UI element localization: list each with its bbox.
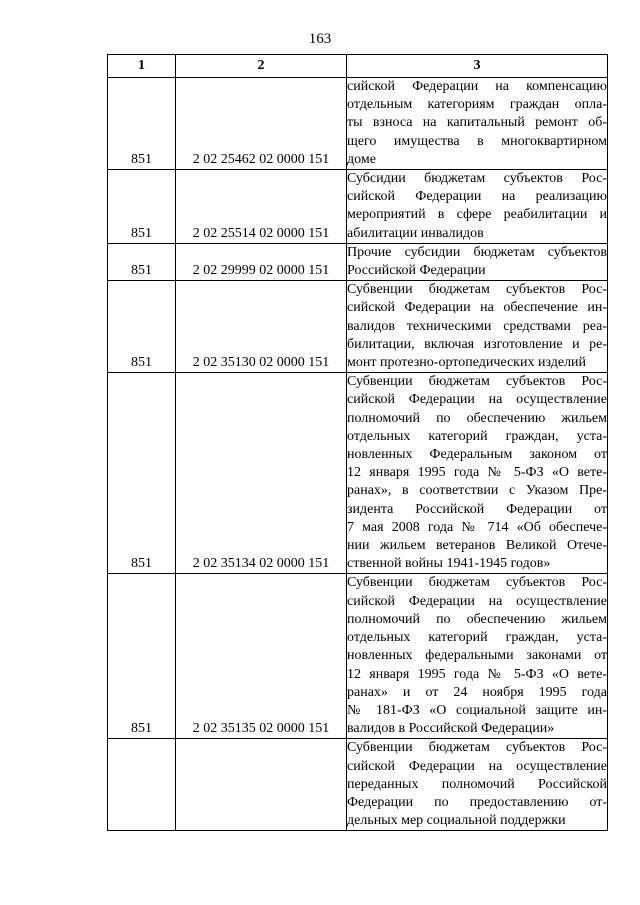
description-line: монт протезно-ортопедических изделий: [347, 355, 587, 371]
description-line: сийской Федерации на осуществление: [347, 392, 607, 408]
description-line: Субвенции бюджетам субъектов Рос-: [347, 282, 607, 298]
budget-code-table: [107, 54, 608, 831]
description-cell: [347, 574, 608, 739]
description-line: нии жильем ветеранов Великой Отече-: [347, 538, 607, 554]
description-line: ты взноса на капитальный ремонт об-: [347, 115, 607, 131]
description-line: переданных полномочий Российской: [347, 776, 607, 792]
description-line: зидента Российской Федерации от: [347, 501, 607, 517]
description-line: валидов в Российской Федерации»: [347, 721, 555, 737]
admin-code-cell: 851: [108, 78, 176, 170]
description-line: ранах», в соответствии с Указом Пре-: [347, 483, 607, 499]
table-row: [108, 243, 608, 280]
description-line: Субсидии бюджетам субъектов Рос-: [347, 171, 607, 187]
description-line: сийской Федерации на компенсацию: [347, 79, 607, 94]
description-line: новленных федеральными законами от: [347, 648, 607, 664]
description-cell: [347, 78, 608, 170]
description-line: Субвенции бюджетам субъектов Рос-: [347, 374, 607, 390]
table-row: [108, 739, 608, 831]
description-line: доме: [347, 151, 376, 167]
header-col-1: 1: [108, 55, 176, 78]
description-cell: [347, 243, 608, 280]
description-cell: [347, 373, 608, 574]
description-line: № 181-ФЗ «О социальной защите ин-: [347, 702, 607, 718]
description-line: абилитации инвалидов: [347, 225, 484, 241]
description-line: 12 января 1995 года № 5-ФЗ «О вете-: [347, 465, 607, 481]
admin-code-cell: 851: [108, 281, 176, 373]
description-line: сийской Федерации на обеспечение ин-: [347, 300, 607, 316]
description-line: полномочий по обеспечению жильем: [347, 410, 607, 426]
admin-code-cell: [108, 739, 176, 831]
description-line: дельных мер социальной поддержки: [347, 813, 566, 829]
table-row: [108, 170, 608, 244]
admin-code-cell: 851: [108, 243, 176, 280]
revenue-code-cell: 2 02 29999 02 0000 151: [176, 243, 347, 280]
description-line: сийской Федерации на осуществление: [347, 758, 607, 774]
description-line: сийской Федерации на осуществление: [347, 593, 607, 609]
description-line: новленных Федеральным законом от: [347, 447, 607, 463]
description-cell: [347, 739, 608, 831]
admin-code-cell: 851: [108, 170, 176, 244]
description-line: валидов техническими средствами реа-: [347, 318, 607, 334]
table-row: [108, 78, 608, 170]
description-line: полномочий по обеспечению жильем: [347, 611, 607, 627]
description-line: отдельным категориям граждан опла-: [347, 97, 607, 113]
description-line: щего имущества в многоквартирном: [347, 133, 607, 149]
description-line: Федерации по предоставлению от-: [347, 794, 607, 810]
table-row: [108, 281, 608, 373]
description-line: отдельных категорий граждан, уста-: [347, 630, 607, 646]
description-line: Прочие субсидии бюджетам субъектов: [347, 244, 607, 260]
description-line: мероприятий в сфере реабилитации и: [347, 207, 607, 223]
revenue-code-cell: 2 02 35130 02 0000 151: [176, 281, 347, 373]
revenue-code-cell: 2 02 35134 02 0000 151: [176, 373, 347, 574]
description-line: отдельных категорий граждан, уста-: [347, 428, 607, 444]
revenue-code-cell: 2 02 35135 02 0000 151: [176, 574, 347, 739]
description-line: 7 мая 2008 года № 714 «Об обеспече-: [347, 519, 607, 535]
admin-code-cell: 851: [108, 574, 176, 739]
description-line: билитации, включая изготовление и ре-: [347, 336, 607, 352]
description-line: ственной войны 1941-1945 годов»: [347, 556, 551, 572]
admin-code-cell: 851: [108, 373, 176, 574]
table-row: [108, 373, 608, 574]
revenue-code-cell: 2 02 25514 02 0000 151: [176, 170, 347, 244]
description-line: Субвенции бюджетам субъектов Рос-: [347, 575, 607, 591]
description-line: ранах» и от 24 ноября 1995 года: [347, 684, 607, 700]
table-body: [108, 78, 608, 831]
header-col-2: 2: [176, 55, 347, 78]
description-line: Субвенции бюджетам субъектов Рос-: [347, 740, 607, 756]
description-line: сийской Федерации на реализацию: [347, 189, 607, 205]
table-header-row: [108, 55, 608, 78]
description-cell: [347, 170, 608, 244]
description-line: 12 января 1995 года № 5-ФЗ «О вете-: [347, 666, 607, 682]
page-number: 163: [308, 31, 332, 47]
header-col-3: 3: [347, 55, 608, 78]
description-line: Российской Федерации: [347, 263, 486, 279]
revenue-code-cell: 2 02 25462 02 0000 151: [176, 78, 347, 170]
table-row: [108, 574, 608, 739]
description-cell: [347, 281, 608, 373]
revenue-code-cell: [176, 739, 347, 831]
